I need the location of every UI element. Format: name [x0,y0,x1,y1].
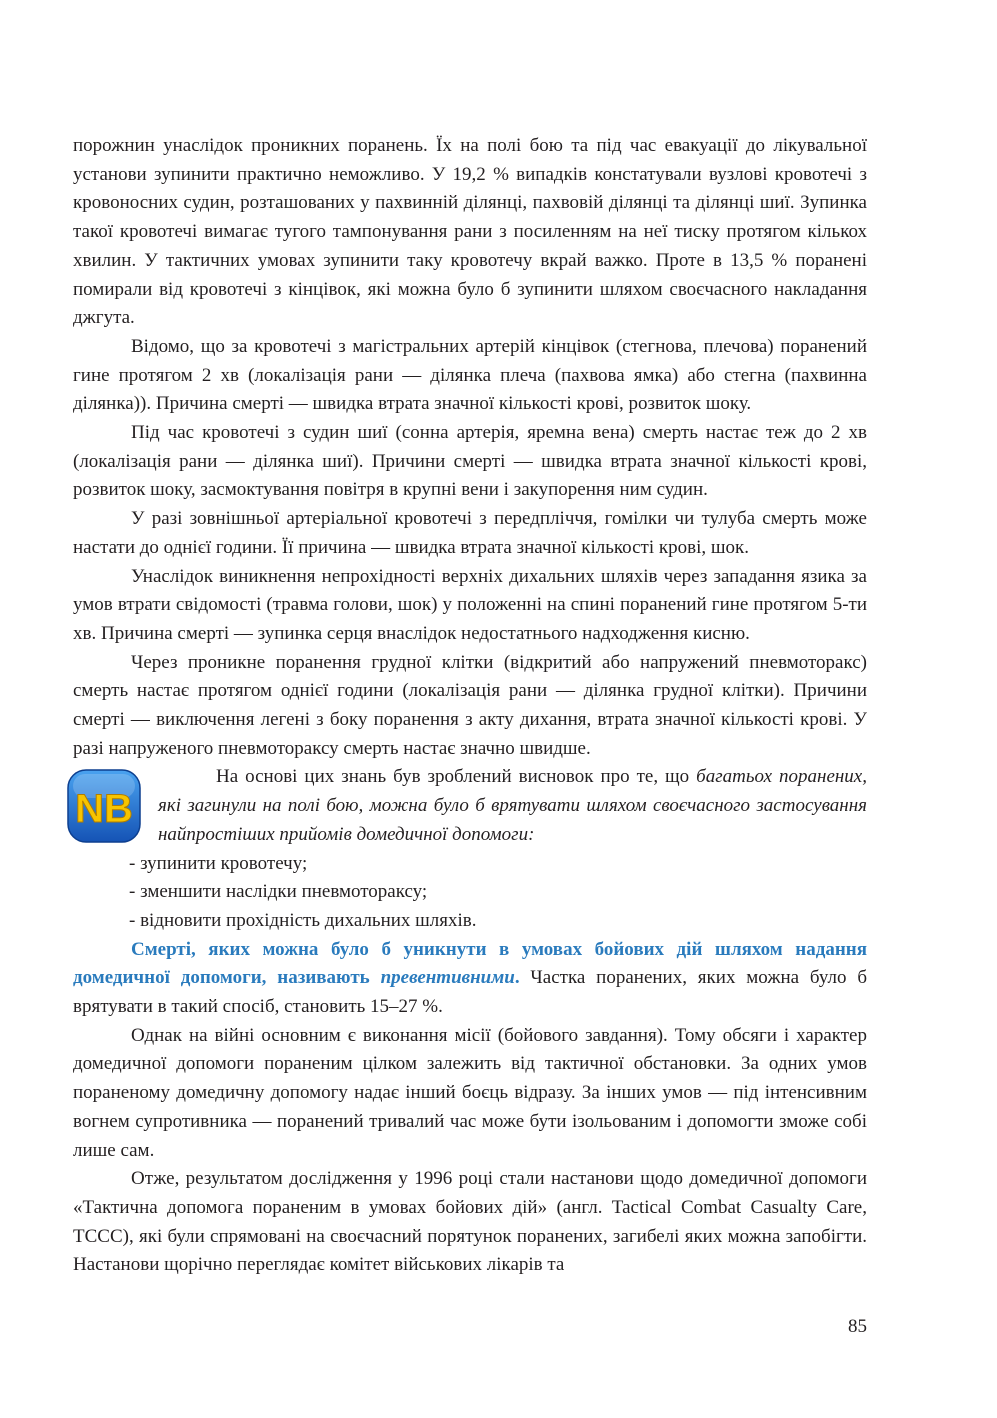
page-number: 85 [848,1316,867,1337]
list-item: - відновити прохідність дихальних шляхів. [129,909,477,931]
nb-note-text [158,763,867,849]
nb-note-block [73,763,867,849]
nb-lead-text: На основі цих знань був зроблений висновок про те, що [216,766,697,788]
highlight-period: . [514,967,520,989]
paragraph-limb-arteries: Відомо, що за кровотечі з магістральних артерій кінцівок (стегнова, плечова) поранений гине протягом 2 хв (локалізація рани — ділянка плеча (пахвова ямка) або стегна (пахвинна ділянка)). Причина смерті — швидка втрата значної кількості крові, розвиток шоку. [73,335,867,415]
highlight-term: превентивними [380,967,515,989]
paragraph-neck-vessels: Під час кровотечі з судин шиї (сонна артерія, яремна вена) смерть настає теж до 2 хв (локалізація рани — ділянка шиї). Причини смерті — швидка втрата значної кількості крові, розвиток шоку, засмоктування повітря в крупні вени і закупорення ним судин. [73,422,867,501]
svg-text:NB: NB [75,787,133,832]
paragraph-mission: Однак на війні основним є виконання місії (бойового завдання). Тому обсяги і характер домедичної допомоги пораненим цілком залежить від тактичної обстановки. За одних умов пораненому домедичну допомогу надає інший боєць відразу. За інших умов — під інтенсивним вогнем супротивника — поранений тривалий час може бути ізольованим і допомогти зможе собі лише сам. [73,1024,867,1161]
paragraph-preventable-deaths [73,936,867,1022]
paragraph-chest-wound: Через проникне поранення грудної клітки (відкритий або напружений пневмоторакс) смерть настає протягом однієї години (локалізація рани — ділянка грудної клітки). Причини смерті — виключення легені з боку поранення з акту дихання, втрата значної кількості крові. У разі напруженого пневмотораксу смерть настає значно швидше. [73,651,867,759]
paragraph-external-bleeding: У разі зовнішньої артеріальної кровотечі з передпліччя, гомілки чи тулуба смерть може настати до однієї години. Її причина — швидка втрата значної кількості крові, шок. [73,508,867,558]
paragraph-tccc: Отже, результатом дослідження у 1996 році стали настанови щодо домедичної допомоги «Тактична допомога пораненим в умовах бойових дій» (англ. Tactical Combat Casualty Care, TCCC), які були спрямовані на своєчасний порятунок поранених, загибелі яких можна запобігти. Настанови щорічно переглядає комітет військових лікарів та [73,1168,867,1276]
paragraph-airway-obstruction: Унаслідок виникнення непрохідності верхніх дихальних шляхів через западання язика за умов втрати свідомості (травма голови, шок) у положенні на спині поранений гине протягом 5-ти хв. Причина смерті — зупинка серця внаслідок недостатнього надходження кисню. [73,565,867,644]
nb-note-icon [65,767,143,845]
list-item: - зупинити кровотечу; [129,852,308,874]
paragraph-continuation: порожнин унаслідок проникних поранень. Їх на полі бою та під час евакуації до лікувальної установи зупинити практично неможливо. У 19,2 % випадків констатували вузлові кровотечі з кровоносних судин, розташованих у пахвинній ділянці, пахвовій ділянці та ділянці шиї. Зупинка такої кровотечі вимагає тугого тампонування рани з посиленням на неї тиску протягом кількох хвилин. У тактичних умовах зупинити таку кровотечу вкрай важко. Проте в 13,5 % поранені помирали від кровотечі з кінцівок, які можна було б зупинити шляхом своєчасного накладання джгута. [73,135,867,329]
action-list [73,850,867,936]
page-body [73,132,867,1280]
highlight-definition: Смерті, яких можна було б уникнути в умовах бойових дій шляхом надання домедичної допомоги, називають [73,938,867,989]
preventable-share-text: Частка поранених, яких можна було б врятувати в такий спосіб, становить 15–27 %. [73,967,868,1018]
nb-emphasis-text: багатьох поранених, які загинули на полі бою, можна було б врятувати шляхом своєчасного застосування найпростіших прийомів домедичної допомоги: [158,766,867,845]
list-item: - зменшити наслідки пневмотораксу; [129,881,428,903]
